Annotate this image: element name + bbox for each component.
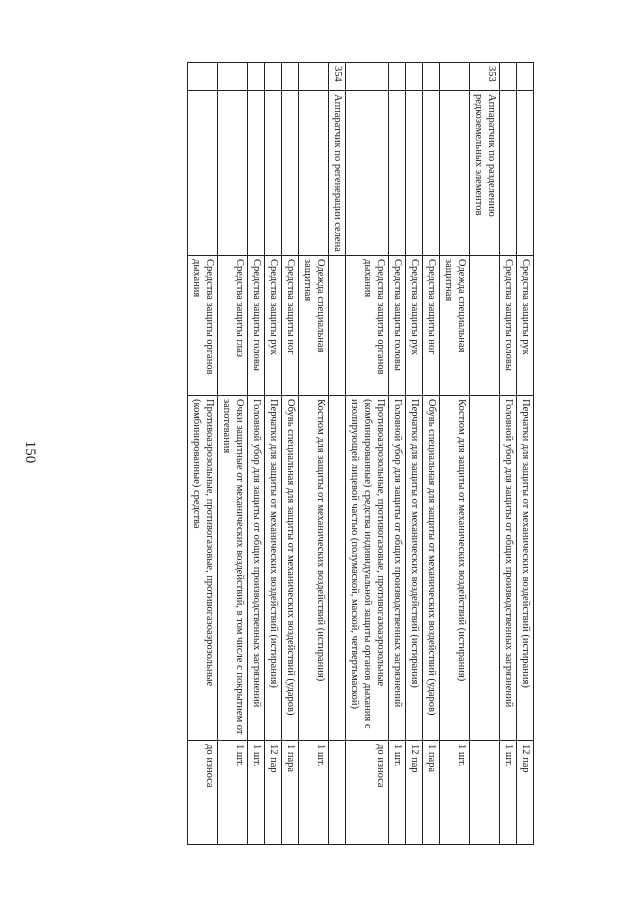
issue-norm-cell: 12 пар — [265, 741, 282, 845]
profession-cell — [440, 91, 470, 256]
table-row — [282, 63, 299, 845]
row-number-cell: 354 — [329, 63, 346, 91]
ppe-item-cell: Головной убор для защиты от общих производственных загрязнений — [389, 396, 406, 741]
ppe-item-cell: Противоаэрозольные, противогазовые, противогазоаэрозольные (комбинированные) средства индивидуальной защиты органов дыхания с изолирующей лицевой частью (полумаской, маской, четвертьмаской) — [346, 396, 389, 741]
profession-cell — [517, 91, 534, 256]
profession-cell — [188, 91, 218, 256]
profession-cell — [299, 91, 329, 256]
ppe-type-cell: Средства защиты ног — [282, 256, 299, 396]
ppe-type-cell: Одежда специальная защитная — [440, 256, 470, 396]
row-number-cell — [346, 63, 389, 91]
ppe-norms-table-sheet — [94, 62, 534, 844]
table-row — [299, 63, 329, 845]
ppe-type-cell: Средства защиты рук — [265, 256, 282, 396]
issue-norm-cell: 1 пара — [282, 741, 299, 845]
table-row — [188, 63, 218, 845]
ppe-type-cell: Одежда специальная защитная — [299, 256, 329, 396]
issue-norm-cell: до износа — [188, 741, 218, 845]
ppe-type-cell: Средства защиты головы — [248, 256, 265, 396]
issue-norm-cell: 12 пар — [517, 741, 534, 845]
table-row — [406, 63, 423, 845]
ppe-item-cell: Обувь специальная для защиты от механических воздействий (ударов) — [282, 396, 299, 741]
table-row — [265, 63, 282, 845]
table-row — [500, 63, 517, 845]
issue-norm-cell: 1 шт. — [218, 741, 248, 845]
ppe-type-cell: Средства защиты глаз — [218, 256, 248, 396]
row-number-cell — [517, 63, 534, 91]
profession-cell — [346, 91, 389, 256]
profession-cell — [389, 91, 406, 256]
table-row — [218, 63, 248, 845]
row-number-cell — [299, 63, 329, 91]
row-number-cell — [282, 63, 299, 91]
ppe-type-cell: Средства защиты рук — [406, 256, 423, 396]
ppe-item-cell: Перчатки для защиты от механических воздействий (истирания) — [265, 396, 282, 741]
profession-cell: Аппаратчик по регенерации селена — [329, 91, 346, 256]
table-row — [346, 63, 389, 845]
row-number-cell — [389, 63, 406, 91]
ppe-norms-table — [187, 62, 534, 845]
issue-norm-cell: 1 шт. — [440, 741, 470, 845]
ppe-item-cell: Противоаэрозольные, противогазовые, противогазоаэрозольные (комбинированные) средства — [188, 396, 218, 741]
row-number-cell — [248, 63, 265, 91]
table-row — [389, 63, 406, 845]
ppe-item-cell: Головной убор для защиты от общих производственных загрязнений — [248, 396, 265, 741]
row-number-cell — [406, 63, 423, 91]
issue-norm-cell — [470, 741, 500, 845]
profession-cell — [218, 91, 248, 256]
row-number-cell — [423, 63, 440, 91]
ppe-item-cell: Головной убор для защиты от общих производственных загрязнений — [500, 396, 517, 741]
profession-cell — [248, 91, 265, 256]
table-row — [248, 63, 265, 845]
ppe-item-cell: Костюм для защиты от механических воздействий (истирания) — [440, 396, 470, 741]
profession-cell — [406, 91, 423, 256]
ppe-type-cell — [470, 256, 500, 396]
table-row — [470, 63, 500, 845]
ppe-type-cell: Средства защиты органов дыхания — [188, 256, 218, 396]
row-number-cell — [218, 63, 248, 91]
profession-cell — [500, 91, 517, 256]
issue-norm-cell: 1 шт. — [248, 741, 265, 845]
issue-norm-cell: 1 шт. — [389, 741, 406, 845]
ppe-type-cell: Средства защиты ног — [423, 256, 440, 396]
table-row — [329, 63, 346, 845]
ppe-type-cell — [329, 256, 346, 396]
table-row — [423, 63, 440, 845]
row-number-cell — [265, 63, 282, 91]
ppe-item-cell — [329, 396, 346, 741]
table-row — [440, 63, 470, 845]
ppe-item-cell: Перчатки для защиты от механических воздействий (истирания) — [406, 396, 423, 741]
profession-cell — [423, 91, 440, 256]
issue-norm-cell: до износа — [346, 741, 389, 845]
profession-cell: Аппаратчик по разделению редкоземельных элементов — [470, 91, 500, 256]
ppe-type-cell: Средства защиты органов дыхания — [346, 256, 389, 396]
row-number-cell — [500, 63, 517, 91]
table-row — [517, 63, 534, 845]
ppe-type-cell: Средства защиты головы — [389, 256, 406, 396]
issue-norm-cell — [329, 741, 346, 845]
row-number-cell — [188, 63, 218, 91]
issue-norm-cell: 1 шт. — [500, 741, 517, 845]
profession-cell — [282, 91, 299, 256]
row-number-cell: 353 — [470, 63, 500, 91]
ppe-type-cell: Средства защиты головы — [500, 256, 517, 396]
ppe-item-cell: Очки защитные от механических воздействий, в том числе с покрытием от запотевания — [218, 396, 248, 741]
issue-norm-cell: 1 шт. — [299, 741, 329, 845]
issue-norm-cell: 12 пар — [406, 741, 423, 845]
ppe-type-cell: Средства защиты рук — [517, 256, 534, 396]
profession-cell — [265, 91, 282, 256]
ppe-item-cell — [470, 396, 500, 741]
ppe-item-cell: Перчатки для защиты от механических воздействий (истирания) — [517, 396, 534, 741]
ppe-item-cell: Костюм для защиты от механических воздействий (истирания) — [299, 396, 329, 741]
page-number: 150 — [22, 440, 38, 464]
ppe-item-cell: Обувь специальная для защиты от механических воздействий (ударов) — [423, 396, 440, 741]
row-number-cell — [440, 63, 470, 91]
issue-norm-cell: 1 пара — [423, 741, 440, 845]
